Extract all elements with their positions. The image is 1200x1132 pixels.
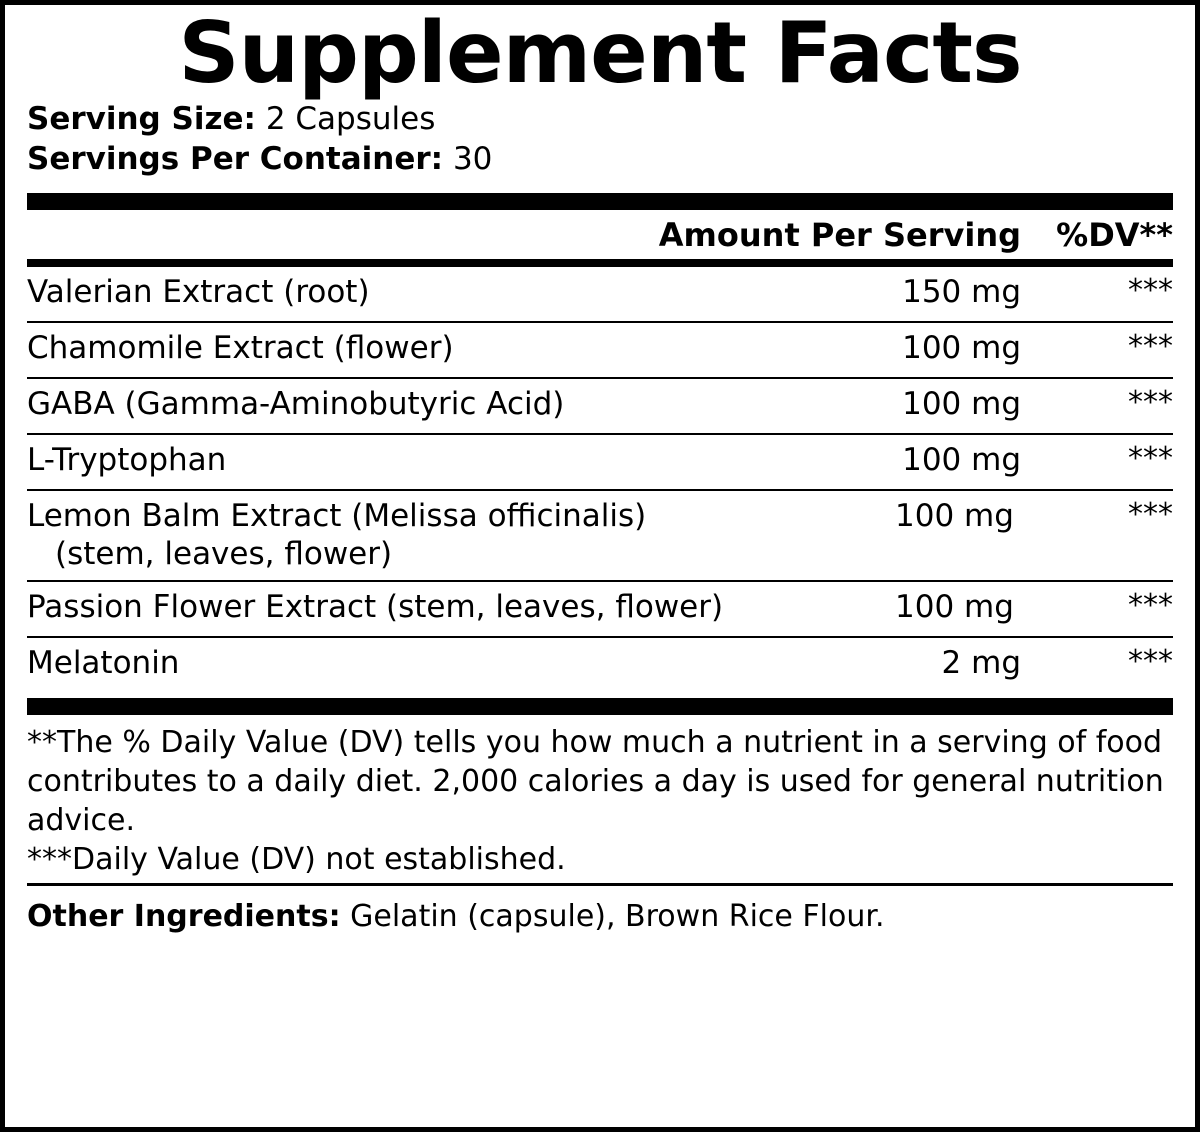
divider-thick-bottom [27, 698, 1173, 715]
servings-per-container-line [27, 140, 1173, 180]
bottom-spacer [27, 935, 1173, 1127]
table-row [27, 323, 1173, 377]
table-row [27, 379, 1173, 433]
nutrient-dv: *** [1128, 441, 1173, 477]
nutrient-amount: 150 mg [902, 274, 1021, 311]
footnote-daily-value: **The % Daily Value (DV) tells you how much a nutrient in a serving of food contributes to a daily diet. 2,000 calories a day is used for general nutrition advice. [27, 724, 1164, 838]
nutrient-dv: *** [1128, 329, 1173, 365]
footnotes [27, 715, 1173, 883]
nutrient-amount: 100 mg [902, 386, 1021, 423]
nutrient-amount: 100 mg [895, 588, 1014, 625]
servings-per-container-value: 30 [452, 140, 493, 177]
nutrient-name: Valerian Extract (root) [27, 274, 370, 311]
other-ingredients-value: Gelatin (capsule), Brown Rice Flour. [350, 898, 885, 934]
serving-size-line [27, 100, 1173, 140]
nutrient-name: Chamomile Extract (flower) [27, 330, 454, 367]
nutrient-dv: *** [1128, 643, 1173, 679]
divider-thick-top [27, 193, 1173, 210]
nutrient-name-main: Lemon Balm Extract (Melissa officinalis) [27, 498, 647, 535]
table-row [27, 638, 1173, 692]
nutrient-dv: *** [1128, 385, 1173, 421]
nutrient-name [27, 498, 871, 574]
nutrient-name: GABA (Gamma-Aminobutyric Acid) [27, 386, 565, 423]
nutrient-amount: 100 mg [902, 442, 1021, 479]
table-header [27, 210, 1173, 259]
footnote-not-established: ***Daily Value (DV) not established. [27, 841, 566, 877]
nutrient-name: Passion Flower Extract (stem, leaves, flower) [27, 588, 724, 625]
serving-size-label: Serving Size: [27, 101, 256, 137]
nutrient-amount: 2 mg [941, 644, 1021, 681]
nutrient-name-continuation: (stem, leaves, flower) [55, 536, 393, 573]
column-header-amount: Amount Per Serving [658, 216, 1021, 255]
nutrient-name: Melatonin [27, 644, 180, 681]
nutrient-name: L-Tryptophan [27, 442, 227, 479]
other-ingredients-label: Other Ingredients: [27, 898, 341, 934]
page-title: Supplement Facts [178, 4, 1022, 103]
nutrient-amount: 100 mg [895, 498, 1014, 535]
nutrient-amount: 100 mg [902, 330, 1021, 367]
nutrient-dv: *** [1128, 273, 1173, 309]
table-row [27, 491, 1173, 580]
divider-medium-header [27, 259, 1173, 267]
column-header-dv: %DV** [1056, 216, 1173, 255]
table-row [27, 267, 1173, 321]
servings-per-container-label: Servings Per Container: [27, 140, 444, 177]
other-ingredients [27, 886, 1173, 936]
table-row [27, 582, 1173, 636]
nutrient-dv: *** [1128, 497, 1173, 533]
nutrient-dv: *** [1128, 587, 1173, 623]
table-row [27, 435, 1173, 489]
serving-size-value: 2 Capsules [265, 101, 436, 137]
